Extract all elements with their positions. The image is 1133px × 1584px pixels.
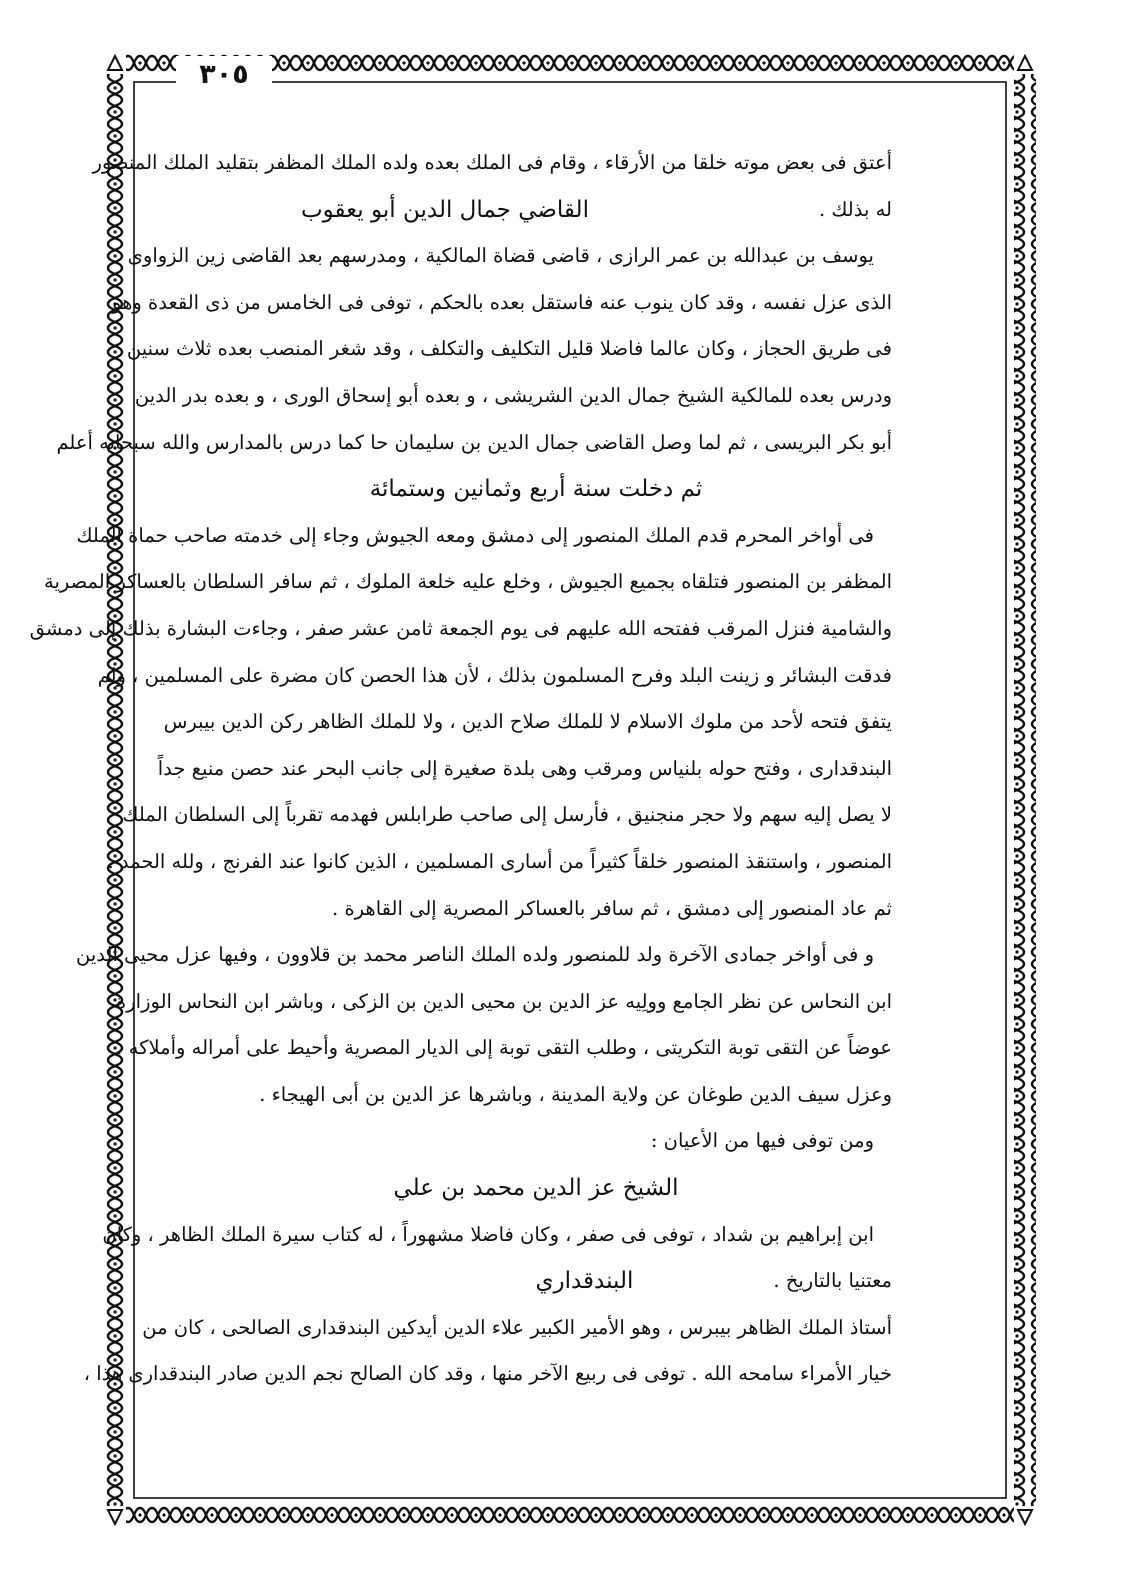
page-number: ٣٠٥	[199, 58, 249, 90]
page-body	[29, 140, 892, 1398]
text-line: خيار الأمراء سامحه الله . توفى فى ربيع الآخر منها ، وقد كان الصالح نجم الدين صادر البندقدارى هذا ،	[83, 1362, 892, 1386]
text-line: يوسف بن عبدالله بن عمر الرازى ، قاضى قضاة المالكية ، ومدرسهم بعد القاضى زين الزواوى	[127, 244, 874, 268]
text-line: ومن توفى فيها من الأعيان :	[650, 1129, 874, 1153]
text-line: ثم عاد المنصور إلى دمشق ، ثم سافر بالعساكر المصرية إلى القاهرة .	[332, 896, 892, 920]
year-heading: ثم دخلت سنة أربع وثمانين وستمائة	[369, 476, 703, 503]
text-line: الذى عزل نفسه ، وقد كان ينوب عنه فاستقل بعده بالحكم ، توفى فى الخامس من ذى القعدة وهو	[112, 290, 892, 314]
text-line: فدقت البشائر و زينت البلد وفرح المسلمون بذلك ، لأن هذا الحصن كان مضرة على المسلمين ، ولم	[97, 663, 892, 687]
text-line: وعزل سيف الدين طوغان عن ولاية المدينة ، وباشرها عز الدين بن أبى الهيجاء .	[259, 1082, 892, 1106]
text-line: المظفر بن المنصور فتلقاه بجميع الجيوش ، وخلع عليه خلعة الملوك ، ثم سافر السلطان بالعساكر المصرية	[43, 570, 892, 594]
text-line: و فى أواخر جمادى الآخرة ولد للمنصور ولده الملك الناصر محمد بن قلاوون ، وفيها عزل محيى الدين	[76, 943, 874, 967]
text-line: البندقدارى ، وفتح حوله بلنياس ومرقب وهى بلدة صغيرة إلى جانب البحر عند حصن منيع جداً	[157, 756, 892, 780]
text-line: معتنيا بالتاريخ .	[773, 1269, 892, 1293]
section-heading: البندقداري	[535, 1268, 634, 1295]
text-line: أستاذ الملك الظاهر بيبرس ، وهو الأمير الكبير علاء الدين أيدكين البندقدارى الصالحى ، كان من	[142, 1315, 892, 1339]
text-line: له بذلك .	[818, 197, 892, 221]
text-line: أعتق فى بعض موته خلقا من الأرقاء ، وقام فى الملك بعده ولده الملك المظفر بتقليد الملك المنصور	[92, 151, 892, 174]
text-line: عوضاً عن التقى توبة التكريتى ، وطلب التقى توبة إلى الديار المصرية وأحيط على أمراله وأملاكه ،	[116, 1036, 892, 1060]
text-line: ابن إبراهيم بن شداد ، توفى فى صفر ، وكان فاضلا مشهوراً ، له كتاب سيرة الملك الظاهر ، وكان	[102, 1222, 874, 1246]
text-line: المنصور ، واستنقذ المنصور خلقاً كثيراً من أسارى المسلمين ، الذين كانوا عند الفرنج ، ولله الحمد .	[107, 849, 892, 873]
text-line: لا يصل إليه سهم ولا حجر منجنيق ، فأرسل إلى صاحب طرابلس فهدمه تقرباً إلى السلطان الملك	[122, 803, 892, 827]
text-line-with-heading	[180, 187, 892, 234]
section-heading: الشيخ عز الدين محمد بن علي	[393, 1175, 679, 1202]
text-line: فى أواخر المحرم قدم الملك المنصور إلى دمشق ومعه الجيوش وجاء إلى خدمته صاحب حماة الملك	[76, 523, 874, 547]
page-number-box	[176, 56, 272, 92]
text-line: أبو بكر البريسى ، ثم لما وصل القاضى جمال الدين بن سليمان حا كما درس بالمدارس والله سبحانه أعلم	[56, 430, 892, 454]
section-heading: القاضي جمال الدين أبو يعقوب	[301, 196, 589, 223]
text-line: ودرس بعده للمالكية الشيخ جمال الدين الشريشى ، و بعده أبو إسحاق الورى ، و بعده بدر الدين	[134, 383, 892, 407]
text-line: فى طريق الحجاز ، وكان عالما فاضلا قليل التكليف والتكلف ، وقد شغر المنصب بعده ثلاث سنين	[126, 337, 892, 361]
text-line: والشامية فنزل المرقب ففتحه الله عليهم فى يوم الجمعة ثامن عشر صفر ، وجاءت البشارة بذلك إلى دمشق	[29, 616, 892, 640]
text-line: ابن النحاس عن نظر الجامع وولِيه عز الدين بن محيى الدين بن الزكى ، وباشر ابن النحاس الوزارة	[116, 989, 892, 1013]
text-line: يتفق فتحه لأحد من ملوك الاسلام لا للملك صلاح الدين ، ولا للملك الظاهر ركن الدين بيبرس	[163, 710, 892, 734]
text-line-with-heading	[180, 1258, 892, 1305]
